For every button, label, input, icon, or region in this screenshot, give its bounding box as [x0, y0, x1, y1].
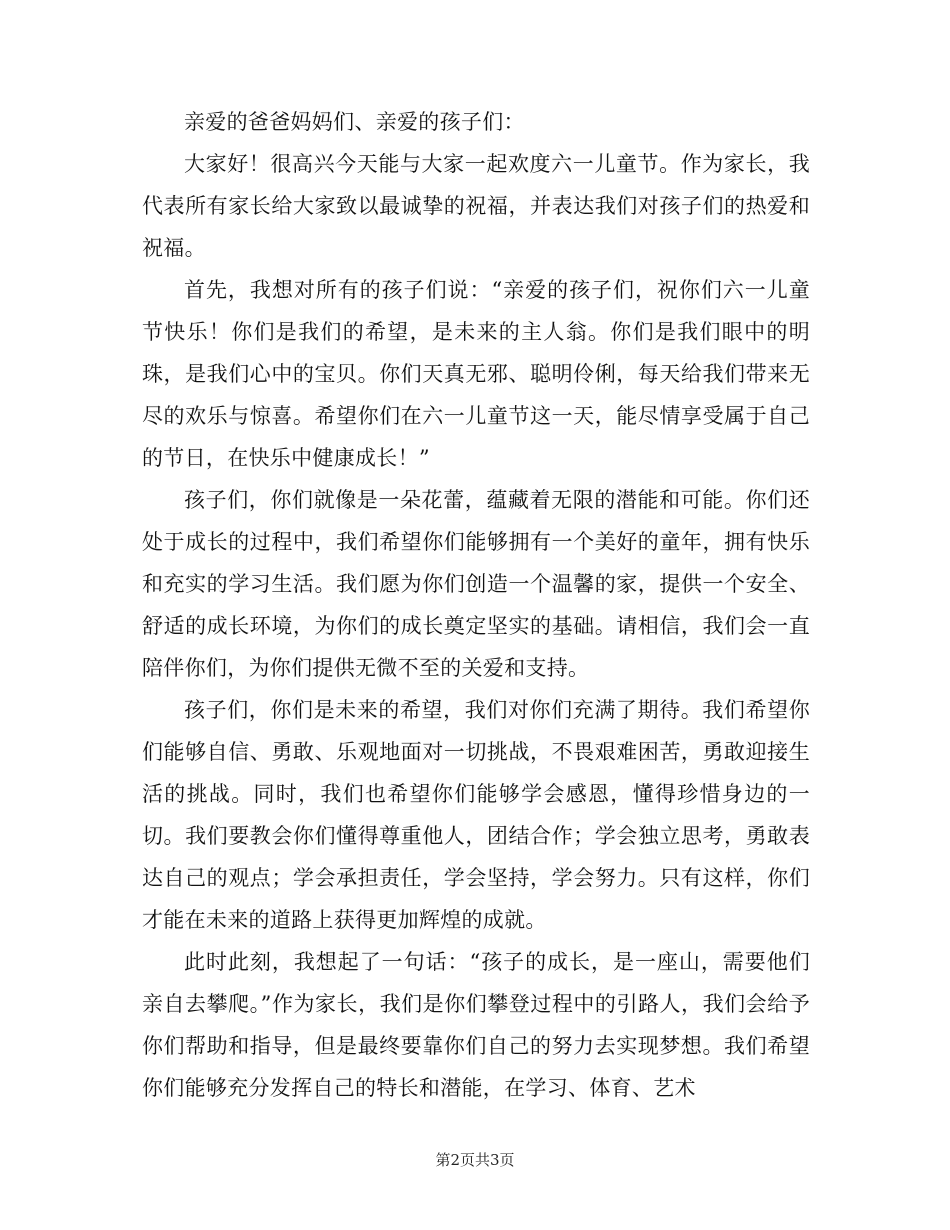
page-number-footer: 第2页共3页 [435, 1151, 515, 1169]
body-paragraph: 大家好！很高兴今天能与大家一起欢度六一儿童节。作为家长，我代表所有家长给大家致以最诚挚的祝福，并表达我们对孩子们的热爱和祝福。 [142, 152, 810, 260]
body-paragraph: 孩子们，你们就像是一朵花蕾，蕴藏着无限的潜能和可能。你们还处于成长的过程中，我们希望你们能够拥有一个美好的童年，拥有快乐和充实的学习生活。我们愿为你们创造一个温馨的家，提供一个安全、舒适的成长环境，为你们的成长奠定坚实的基础。请相信，我们会一直陪伴你们，为你们提供无微不至的关爱和支持。 [142, 488, 810, 680]
body-paragraph: 此时此刻，我想起了一句话：“孩子的成长，是一座山，需要他们亲自去攀爬。”作为家长，我们是你们攀登过程中的引路人，我们会给予你们帮助和指导，但是最终要靠你们自己的努力去实现梦想。我们希望你们能够充分发挥自己的特长和潜能，在学习、体育、艺术 [142, 950, 810, 1100]
body-paragraph: 孩子们，你们是未来的希望，我们对你们充满了期待。我们希望你们能够自信、勇敢、乐观地面对一切挑战，不畏艰难困苦，勇敢迎接生活的挑战。同时，我们也希望你们能够学会感恩，懂得珍惜身边的一切。我们要教会你们懂得尊重他人，团结合作；学会独立思考，勇敢表达自己的观点；学会承担责任，学会坚持，学会努力。只有这样，你们才能在未来的道路上获得更加辉煌的成就。 [142, 698, 810, 932]
body-paragraph: 首先，我想对所有的孩子们说：“亲爱的孩子们，祝你们六一儿童节快乐！你们是我们的希望，是未来的主人翁。你们是我们眼中的明珠，是我们心中的宝贝。你们天真无邪、聪明伶俐，每天给我们带来无尽的欢乐与惊喜。希望你们在六一儿童节这一天，能尽情享受属于自己的节日，在快乐中健康成长！” [142, 278, 810, 470]
document-body [142, 101, 810, 1109]
salutation-paragraph: 亲爱的爸爸妈妈们、亲爱的孩子们： [184, 110, 525, 134]
